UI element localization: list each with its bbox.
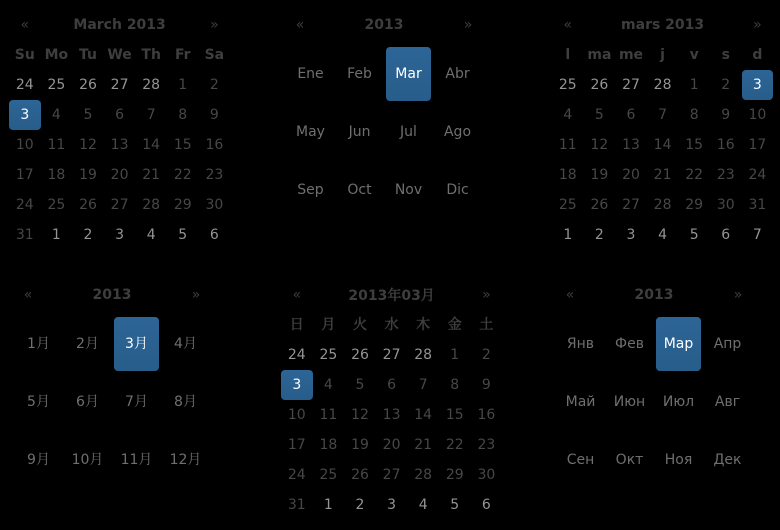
day-cell[interactable]: 1	[178, 77, 188, 93]
month-cell[interactable]: Oct	[347, 182, 372, 198]
day-cell[interactable]: 8	[689, 107, 699, 123]
day-cell[interactable]: 14	[414, 407, 433, 423]
day-cell[interactable]: 10	[748, 107, 767, 123]
month-cell[interactable]: 10月	[71, 452, 104, 468]
month-cell[interactable]: 12月	[169, 452, 202, 468]
month-cell[interactable]: Дек	[713, 452, 742, 468]
day-cell[interactable]: 17	[287, 437, 306, 453]
day-cell[interactable]: 9	[209, 107, 219, 123]
next-month-button[interactable]: »	[733, 287, 743, 303]
datepicker-header	[286, 10, 482, 40]
dow-cell: d	[752, 47, 763, 63]
week-row	[552, 100, 773, 130]
datepicker-fr	[552, 10, 773, 250]
next-month-button[interactable]: »	[482, 287, 491, 303]
month-cell[interactable]: Nov	[394, 182, 423, 198]
day-cell[interactable]: 18	[47, 167, 66, 183]
day-cell[interactable]: 1	[323, 497, 333, 513]
day-cell[interactable]: 16	[477, 407, 496, 423]
day-cell[interactable]: 5	[450, 497, 460, 513]
selected-day-cell[interactable]: 3	[281, 370, 313, 400]
day-cell[interactable]: 31	[15, 227, 34, 243]
week-row	[552, 160, 773, 190]
week-row	[552, 70, 773, 100]
day-of-week-row	[281, 310, 502, 340]
day-cell[interactable]: 6	[481, 497, 491, 513]
datepicker-header	[281, 280, 502, 310]
day-cell[interactable]: 29	[445, 467, 464, 483]
day-cell[interactable]: 7	[658, 107, 668, 123]
day-cell[interactable]: 26	[590, 77, 609, 93]
month-cell[interactable]: 2月	[76, 336, 99, 352]
day-cell[interactable]: 19	[590, 167, 609, 183]
day-cell[interactable]: 9	[721, 107, 731, 123]
dow-cell: ma	[587, 47, 612, 63]
month-cell[interactable]: 6月	[76, 394, 99, 410]
dow-cell: 土	[479, 317, 494, 333]
months-grid	[286, 40, 482, 219]
day-cell[interactable]: 18	[558, 167, 577, 183]
selected-month-cell[interactable]: Mar	[386, 47, 431, 101]
month-cell[interactable]: Jun	[348, 124, 371, 140]
day-cell[interactable]: 15	[685, 137, 704, 153]
day-cell[interactable]: 26	[351, 467, 369, 483]
day-cell[interactable]: 4	[563, 107, 573, 123]
datepicker-header	[14, 280, 210, 310]
day-cell[interactable]: 25	[558, 197, 577, 213]
month-cell[interactable]: Dic	[446, 182, 469, 198]
day-cell[interactable]: 24	[15, 197, 34, 213]
day-cell[interactable]: 2	[594, 227, 604, 243]
month-cell[interactable]: 9月	[27, 452, 50, 468]
month-cell[interactable]: May	[296, 124, 325, 140]
day-cell[interactable]: 6	[626, 107, 636, 123]
datepicker-header	[556, 280, 752, 310]
day-cell[interactable]: 11	[558, 137, 577, 153]
day-cell[interactable]: 6	[209, 227, 219, 243]
prev-month-button[interactable]: «	[295, 17, 305, 33]
day-cell[interactable]: 15	[445, 407, 464, 423]
month-cell[interactable]: Ноя	[664, 452, 693, 468]
prev-month-button[interactable]: «	[565, 287, 575, 303]
selected-day-cell[interactable]: 3	[9, 100, 41, 130]
day-cell[interactable]: 1	[51, 227, 61, 243]
day-cell[interactable]: 28	[142, 77, 161, 93]
datepicker-ru-month-view	[520, 270, 780, 530]
day-cell[interactable]: 13	[622, 137, 640, 153]
month-cell[interactable]: Янв	[566, 336, 595, 352]
day-cell[interactable]: 7	[418, 377, 428, 393]
day-cell[interactable]: 27	[382, 347, 401, 363]
day-cell[interactable]: 24	[287, 467, 306, 483]
month-cell[interactable]: 5月	[27, 394, 50, 410]
day-cell[interactable]: 18	[319, 437, 338, 453]
months-grid	[556, 310, 752, 489]
dow-cell: 木	[416, 317, 431, 333]
day-cell[interactable]: 11	[319, 407, 338, 423]
day-cell[interactable]: 12	[79, 137, 97, 153]
month-cell[interactable]: 7月	[125, 394, 148, 410]
month-cell[interactable]: Abr	[445, 66, 470, 82]
dow-cell: v	[689, 47, 699, 63]
day-cell[interactable]: 25	[47, 197, 66, 213]
day-cell[interactable]: 28	[414, 467, 433, 483]
day-cell[interactable]: 29	[173, 197, 192, 213]
day-cell[interactable]: 19	[79, 167, 97, 183]
day-cell[interactable]: 25	[558, 77, 577, 93]
day-cell[interactable]: 30	[477, 467, 496, 483]
dow-cell: j	[660, 47, 665, 63]
datepicker-zh-months	[14, 280, 210, 489]
day-cell[interactable]: 19	[351, 437, 369, 453]
day-cell[interactable]: 3	[626, 227, 636, 243]
day-cell[interactable]: 17	[748, 137, 767, 153]
day-cell[interactable]: 5	[355, 377, 365, 393]
month-cell[interactable]: Окт	[615, 452, 644, 468]
prev-month-button[interactable]: «	[292, 287, 302, 303]
day-cell[interactable]: 12	[590, 137, 609, 153]
day-cell[interactable]: 26	[351, 347, 369, 363]
day-cell[interactable]: 5	[178, 227, 188, 243]
day-cell[interactable]: 29	[685, 197, 704, 213]
view-switch-title[interactable]: March 2013	[73, 17, 166, 33]
day-cell[interactable]: 2	[355, 497, 365, 513]
dow-cell: s	[721, 47, 730, 63]
day-cell[interactable]: 31	[287, 497, 306, 513]
day-cell[interactable]: 26	[590, 197, 609, 213]
month-cell[interactable]: Sep	[297, 182, 324, 198]
view-switch-title[interactable]: mars 2013	[621, 17, 705, 33]
datepicker-ja-march-2013	[260, 270, 520, 530]
month-cell[interactable]: Июн	[613, 394, 646, 410]
dow-cell: Sa	[204, 47, 225, 63]
day-cell[interactable]: 4	[146, 227, 156, 243]
dow-cell: 月	[321, 317, 336, 333]
day-cell[interactable]: 3	[115, 227, 125, 243]
prev-month-button[interactable]: «	[20, 17, 30, 33]
datepicker-es-months	[286, 10, 482, 219]
datepicker-fr-mars-2013	[520, 0, 780, 260]
dow-cell: 日	[289, 317, 304, 333]
week-row	[281, 460, 502, 490]
day-cell[interactable]: 5	[83, 107, 93, 123]
day-cell[interactable]: 28	[653, 197, 672, 213]
month-cell[interactable]: Май	[565, 394, 596, 410]
week-row	[281, 400, 502, 430]
week-row	[9, 190, 230, 220]
day-cell[interactable]: 17	[15, 167, 34, 183]
day-cell[interactable]: 14	[142, 137, 161, 153]
day-cell[interactable]: 1	[689, 77, 699, 93]
next-month-button[interactable]: »	[191, 287, 201, 303]
dow-cell: l	[565, 47, 571, 63]
selected-day-cell[interactable]: 3	[742, 70, 774, 100]
day-of-week-row	[9, 40, 230, 70]
day-cell[interactable]: 25	[47, 77, 66, 93]
day-cell[interactable]: 4	[323, 377, 333, 393]
month-cell[interactable]: 11月	[120, 452, 153, 468]
datepicker-ru-months	[556, 280, 752, 489]
dow-cell: me	[618, 47, 644, 63]
day-cell[interactable]: 27	[622, 77, 640, 93]
day-cell[interactable]: 21	[142, 167, 161, 183]
day-cell[interactable]: 15	[173, 137, 192, 153]
day-cell[interactable]: 28	[414, 347, 433, 363]
next-month-button[interactable]: »	[210, 17, 219, 33]
day-cell[interactable]: 24	[287, 347, 306, 363]
view-switch-title[interactable]: 2013	[634, 287, 674, 303]
day-cell[interactable]: 5	[689, 227, 699, 243]
week-row	[9, 220, 230, 250]
week-row	[552, 130, 773, 160]
month-cell[interactable]: 8月	[174, 394, 197, 410]
week-row	[281, 430, 502, 460]
day-cell[interactable]: 27	[110, 77, 129, 93]
next-month-button[interactable]: »	[463, 17, 473, 33]
day-cell[interactable]: 22	[173, 167, 192, 183]
datepicker-header	[552, 10, 773, 40]
day-cell[interactable]: 1	[563, 227, 573, 243]
dow-cell: Su	[14, 47, 35, 63]
dow-cell: We	[107, 47, 132, 63]
month-cell[interactable]: Авг	[714, 394, 741, 410]
day-cell[interactable]: 27	[622, 197, 640, 213]
day-cell[interactable]: 23	[477, 437, 496, 453]
datepicker-en	[9, 10, 230, 250]
day-cell[interactable]: 20	[110, 167, 129, 183]
day-cell[interactable]: 7	[752, 227, 762, 243]
month-cell[interactable]: Ene	[297, 66, 324, 82]
day-cell[interactable]: 20	[622, 167, 640, 183]
day-cell[interactable]: 5	[594, 107, 604, 123]
day-cell[interactable]: 1	[450, 347, 460, 363]
day-cell[interactable]: 8	[178, 107, 188, 123]
day-cell[interactable]: 2	[721, 77, 731, 93]
day-cell[interactable]: 24	[748, 167, 767, 183]
day-cell[interactable]: 21	[653, 167, 672, 183]
view-switch-title[interactable]: 2013	[364, 17, 404, 33]
month-cell[interactable]: Ago	[443, 124, 472, 140]
view-switch-title[interactable]: 2013	[92, 287, 132, 303]
day-cell[interactable]: 3	[387, 497, 397, 513]
week-row	[281, 340, 502, 370]
day-cell[interactable]: 16	[716, 137, 735, 153]
months-grid	[14, 310, 210, 489]
selected-month-cell[interactable]: Мар	[656, 317, 701, 371]
datepicker-zh-month-view	[0, 270, 260, 530]
dow-cell: Mo	[44, 47, 69, 63]
day-cell[interactable]: 24	[15, 77, 34, 93]
month-cell[interactable]: 1月	[27, 336, 50, 352]
datepicker-es-month-view	[260, 0, 520, 260]
day-cell[interactable]: 22	[685, 167, 704, 183]
day-cell[interactable]: 23	[205, 167, 224, 183]
day-cell[interactable]: 31	[748, 197, 767, 213]
day-cell[interactable]: 6	[115, 107, 125, 123]
day-cell[interactable]: 8	[450, 377, 460, 393]
day-cell[interactable]: 11	[47, 137, 66, 153]
day-cell[interactable]: 21	[414, 437, 433, 453]
week-row	[9, 70, 230, 100]
day-cell[interactable]: 30	[205, 197, 224, 213]
day-cell[interactable]: 4	[51, 107, 61, 123]
day-cell[interactable]: 13	[110, 137, 129, 153]
day-cell[interactable]: 6	[721, 227, 731, 243]
day-of-week-row	[552, 40, 773, 70]
dow-cell: Th	[141, 47, 161, 63]
week-row	[552, 220, 773, 250]
next-month-button[interactable]: »	[753, 17, 762, 33]
day-cell[interactable]: 6	[387, 377, 397, 393]
day-cell[interactable]: 10	[15, 137, 34, 153]
month-cell[interactable]: Апр	[713, 336, 742, 352]
datepicker-header	[9, 10, 230, 40]
day-cell[interactable]: 28	[142, 197, 161, 213]
day-cell[interactable]: 9	[481, 377, 491, 393]
day-cell[interactable]: 27	[110, 197, 129, 213]
day-cell[interactable]: 14	[653, 137, 672, 153]
month-cell[interactable]: 4月	[174, 336, 197, 352]
month-cell[interactable]: Июл	[662, 394, 695, 410]
day-cell[interactable]: 16	[205, 137, 224, 153]
prev-month-button[interactable]: «	[563, 17, 573, 33]
day-cell[interactable]: 23	[716, 167, 735, 183]
month-cell[interactable]: Jul	[400, 124, 417, 140]
day-cell[interactable]: 27	[382, 467, 401, 483]
day-cell[interactable]: 2	[209, 77, 219, 93]
day-cell[interactable]: 12	[351, 407, 369, 423]
month-cell[interactable]: Фев	[615, 336, 644, 352]
day-cell[interactable]: 25	[319, 467, 338, 483]
day-cell[interactable]: 10	[287, 407, 306, 423]
day-cell[interactable]: 28	[653, 77, 672, 93]
week-row	[9, 130, 230, 160]
dow-cell: 金	[447, 317, 462, 333]
dow-cell: Fr	[174, 47, 191, 63]
prev-month-button[interactable]: «	[23, 287, 33, 303]
day-cell[interactable]: 13	[382, 407, 401, 423]
dow-cell: 水	[384, 317, 399, 333]
day-cell[interactable]: 7	[146, 107, 156, 123]
view-switch-title[interactable]: 2013年03月	[348, 288, 435, 304]
selected-month-cell[interactable]: 3月	[114, 317, 159, 371]
day-cell[interactable]: 30	[716, 197, 735, 213]
week-row	[281, 370, 502, 400]
month-cell[interactable]: Feb	[347, 66, 372, 82]
day-cell[interactable]: 20	[382, 437, 401, 453]
day-cell[interactable]: 4	[658, 227, 668, 243]
week-row	[552, 190, 773, 220]
dow-cell: 火	[352, 317, 367, 333]
week-row	[9, 160, 230, 190]
day-cell[interactable]: 4	[418, 497, 428, 513]
month-cell[interactable]: Сен	[566, 452, 595, 468]
day-cell[interactable]: 26	[79, 197, 97, 213]
dow-cell: Tu	[78, 47, 97, 63]
datepicker-en-march-2013	[0, 0, 260, 260]
day-cell[interactable]: 25	[319, 347, 338, 363]
week-row	[281, 490, 502, 520]
day-cell[interactable]: 22	[445, 437, 464, 453]
datepicker-ja	[281, 280, 502, 520]
week-row	[9, 100, 230, 130]
day-cell[interactable]: 2	[481, 347, 491, 363]
day-cell[interactable]: 26	[79, 77, 97, 93]
day-cell[interactable]: 2	[83, 227, 93, 243]
